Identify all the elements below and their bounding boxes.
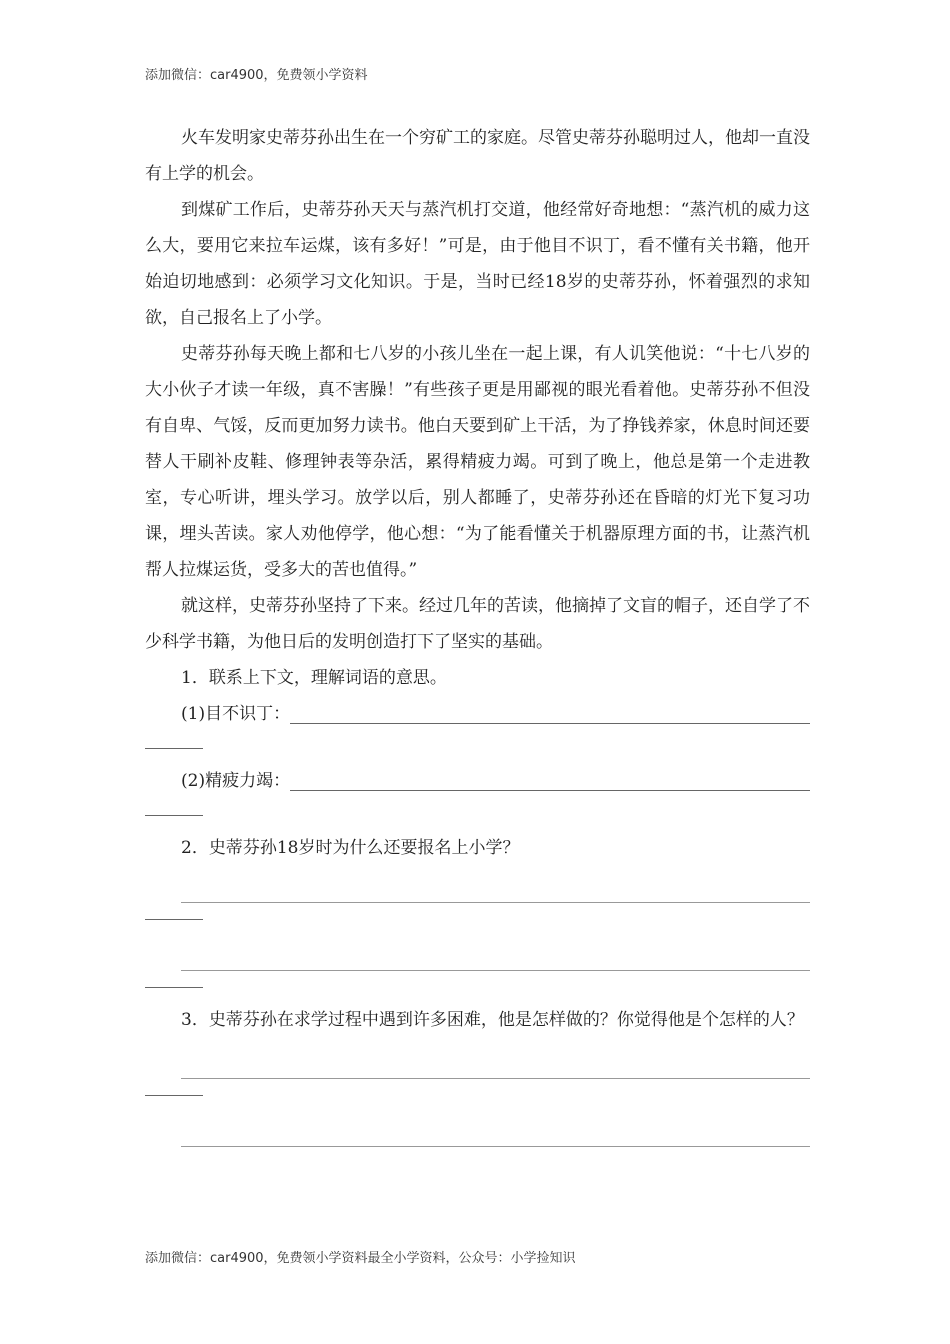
question-1-item-1 (145, 696, 810, 732)
passage-paragraph-4: 就这样，史蒂芬孙坚持了下来。经过几年的苦读，他摘掉了文盲的帽子，还自学了不少科学书籍，为他日后的发明创造打下了坚实的基础。 (145, 596, 810, 652)
question-1-item-2-label: (2)精疲力竭： (181, 771, 291, 791)
answer-blank-1-1[interactable] (290, 703, 810, 724)
question-1-title: 1．联系上下文，理解词语的意思。 (181, 668, 447, 688)
answer-line-3-1[interactable] (181, 1038, 810, 1079)
answer-line-3-2[interactable] (181, 1110, 810, 1147)
page-header: 添加微信：car4900，免费领小学资料 (145, 68, 368, 83)
answer-line-2-2-continuation[interactable] (145, 971, 203, 988)
answer-blank-1-2[interactable] (290, 770, 810, 791)
worksheet-content (145, 120, 810, 1147)
answer-blank-1-1-continuation[interactable] (145, 732, 203, 749)
answer-line-2-1-continuation[interactable] (145, 903, 203, 920)
question-1-item-1-label: (1)目不识丁： (181, 704, 291, 724)
question-3-title: 3．史蒂芬孙在求学过程中遇到许多困难，他是怎样做的？你觉得他是个怎样的人？ (181, 1010, 804, 1030)
question-2-title: 2．史蒂芬孙18岁时为什么还要报名上小学？ (181, 838, 520, 858)
answer-line-3-1-continuation[interactable] (145, 1079, 203, 1096)
answer-line-2-1[interactable] (181, 866, 810, 903)
answer-line-2-2[interactable] (181, 934, 810, 971)
passage-paragraph-1: 火车发明家史蒂芬孙出生在一个穷矿工的家庭。尽管史蒂芬孙聪明过人，他却一直没有上学的机会。 (145, 128, 810, 184)
passage-paragraph-3: 史蒂芬孙每天晚上都和七八岁的小孩儿坐在一起上课，有人讥笑他说：“十七八岁的大小伙子才读一年级，真不害臊！”有些孩子更是用鄙视的眼光看着他。史蒂芬孙不但没有自卑、气馁，反而更加努力读书。他白天要到矿上干活，为了挣钱养家，休息时间还要替人干刷补皮鞋、修理钟表等杂活，累得精疲力竭。可到了晚上，他总是第一个走进教室，专心听讲，埋头学习。放学以后，别人都睡了，史蒂芬孙还在昏暗的灯光下复习功课，埋头苦读。家人劝他停学，他心想：“为了能看懂关于机器原理方面的书，让蒸汽机帮人拉煤运货，受多大的苦也值得。” (145, 344, 810, 580)
page-footer: 添加微信：car4900，免费领小学资料最全小学资料，公众号：小学捡知识 (145, 1251, 576, 1266)
question-1-item-2 (145, 763, 810, 799)
answer-blank-1-2-continuation[interactable] (145, 799, 203, 816)
passage-paragraph-2: 到煤矿工作后，史蒂芬孙天天与蒸汽机打交道，他经常好奇地想：“蒸汽机的威力这么大，要用它来拉车运煤，该有多好！”可是，由于他目不识丁，看不懂有关书籍，他开始迫切地感到：必须学习文化知识。于是，当时已经18岁的史蒂芬孙，怀着强烈的求知欲，自己报名上了小学。 (145, 200, 810, 328)
